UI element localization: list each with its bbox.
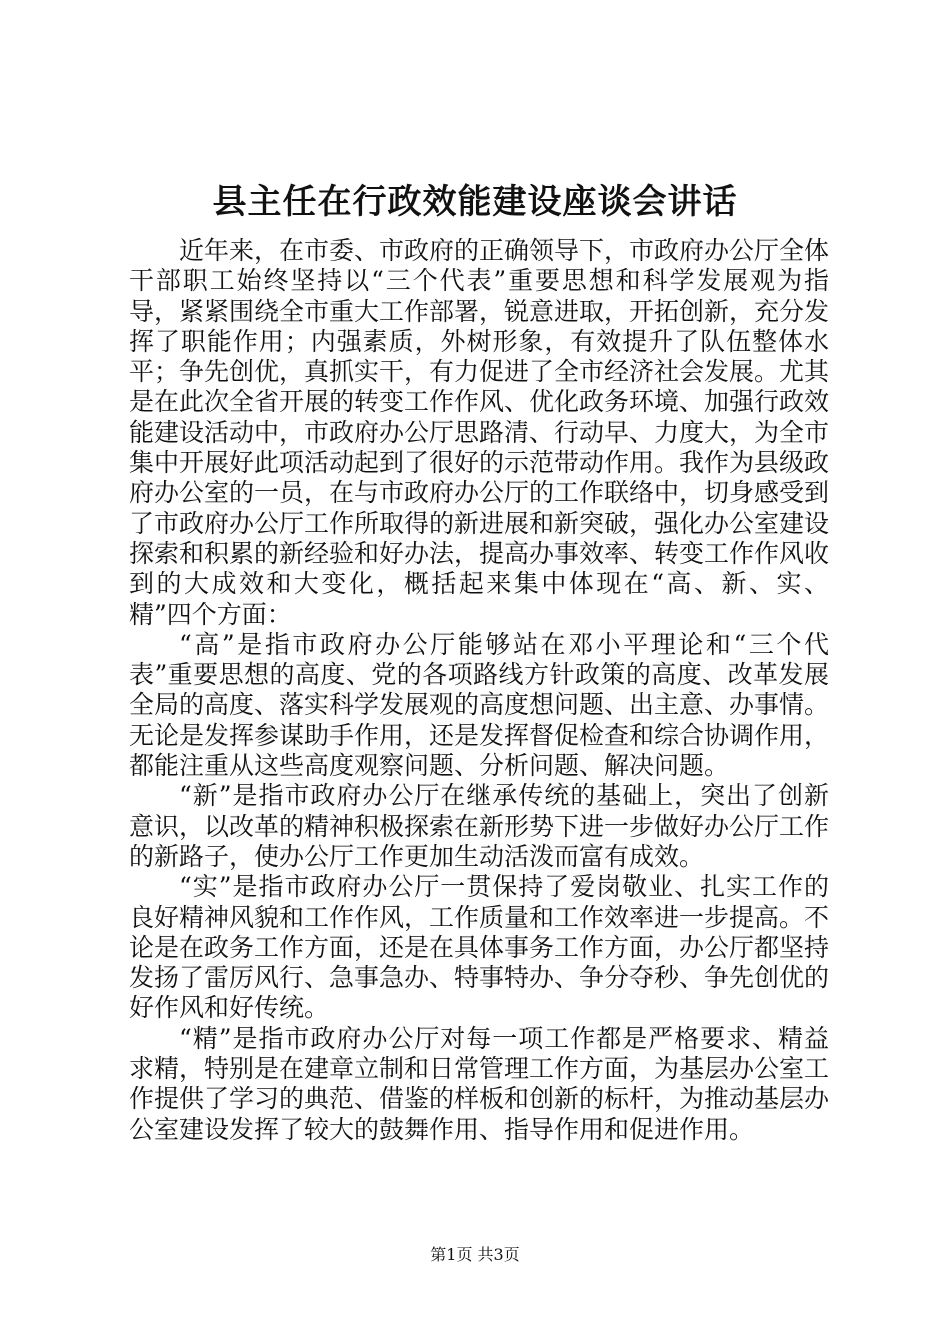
document-body xyxy=(129,236,829,1145)
paragraph-shi: “实”是指市政府办公厅一贯保持了爱岗敬业、扎实工作的良好精神风貌和工作作风，工作质量和工作效率进一步提高。不论是在政务工作方面，还是在具体事务工作方面，办公厅都坚持发扬了雷厉风行、急事急办、特事特办、争分夺秒、争先创优的好作风和好传统。 xyxy=(129,872,830,1023)
document-title: 县主任在行政效能建设座谈会讲话 xyxy=(212,182,738,222)
paragraph-xin: “新”是指市政府办公厅在继承传统的基础上，突出了创新意识，以改革的精神积极探索在新形势下进一步做好办公厅工作的新路子，使办公厅工作更加生动活泼而富有成效。 xyxy=(129,781,830,871)
paragraph-intro: 近年来，在市委、市政府的正确领导下，市政府办公厅全体干部职工始终坚持以“三个代表”重要思想和科学发展观为指导，紧紧围绕全市重大工作部署，锐意进取，开拓创新，充分发挥了职能作用；内强素质，外树形象，有效提升了队伍整体水平；争先创优，真抓实干，有力促进了全市经济社会发展。尤其是在此次全省开展的转变工作作风、优化政务环境、加强行政效能建设活动中，市政府办公厅思路清、行动早、力度大，为全市集中开展好此项活动起到了很好的示范带动作用。我作为县级政府办公室的一员，在与市政府办公厅的工作联络中，切身感受到了市政府办公厅工作所取得的新进展和新突破，强化办公室建设探索和积累的新经验和好办法，提高办事效率、转变工作作风收到的大成效和大变化，概括起来集中体现在“高、新、实、精”四个方面： xyxy=(129,236,830,629)
paragraph-jing: “精”是指市政府办公厅对每一项工作都是严格要求、精益求精，特别是在建章立制和日常管理工作方面，为基层办公室工作提供了学习的典范、借鉴的样板和创新的标杆，为推动基层办公室建设发挥了较大的鼓舞作用、指导作用和促进作用。 xyxy=(129,1023,830,1144)
paragraph-gao: “高”是指市政府办公厅能够站在邓小平理论和“三个代表”重要思想的高度、党的各项路线方针政策的高度、改革发展全局的高度、落实科学发展观的高度想问题、出主意、办事情。无论是发挥参谋助手作用，还是发挥督促检查和综合协调作用，都能注重从这些高度观察问题、分析问题、解决问题。 xyxy=(129,629,830,781)
page-number-footer: 第1页 共3页 xyxy=(430,1245,520,1264)
